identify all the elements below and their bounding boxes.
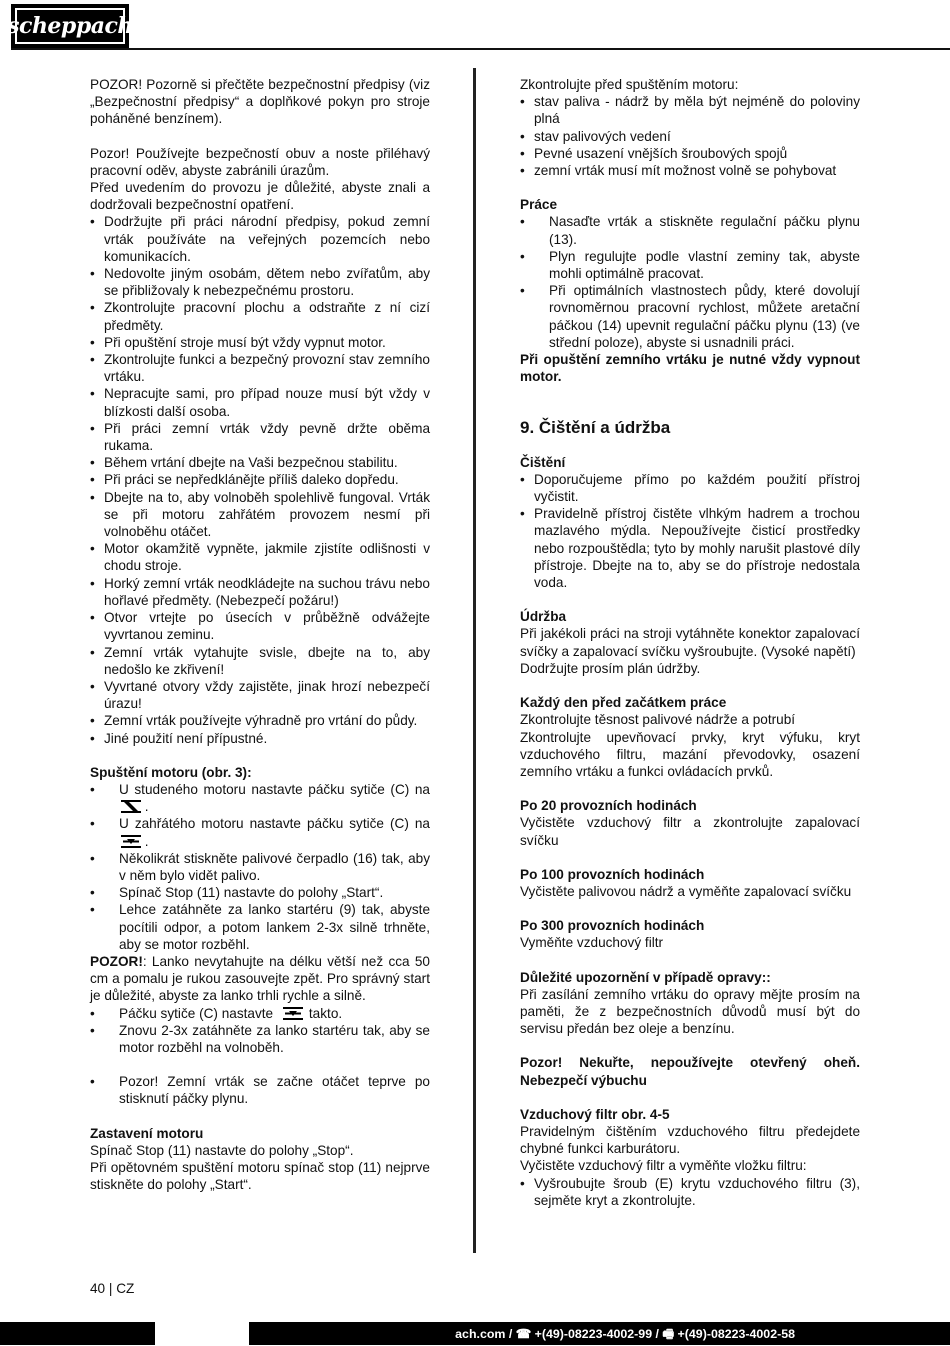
restart-paragraph: Při opětovném spuštění motoru spínač stop (11) nejprve stiskněte do polohy „Start“. (90, 1159, 430, 1193)
warm-start-text: U zahřátého motoru nastavte páčku sytiče (C) na (119, 816, 430, 832)
list-item: • Během vrtání dbejte na Vaši bezpečnou stabilitu. (90, 454, 430, 471)
stop-paragraph: Spínač Stop (11) nastavte do polohy „Stop“. (90, 1142, 354, 1158)
list-item: • Znovu 2-3x zatáhněte za lanko startéru tak, aby se motor rozběhl na volnoběh. (90, 1022, 430, 1056)
right-column (520, 76, 860, 1209)
list-item (90, 1005, 430, 1022)
interval-20-heading: Po 20 provozních hodinách (520, 798, 697, 814)
logo-text: scheppach (7, 13, 133, 39)
list-item: • Pravidelně přístroj čistěte vlhkým hadrem a trochou mazlavého mýdla. Nepoužívejte čisticí prostředky nebo rozpouštědla; tyto by mohly narušit plastové díly přístroje. Dbejte na to, aby se do přístroje nedostala voda. (520, 505, 860, 591)
interval-100-heading: Po 100 provozních hodinách (520, 866, 705, 882)
list-item: • Motor okamžitě vypněte, jakmile zjistíte odlišnosti v chodu stroje. (90, 540, 430, 574)
left-column (90, 76, 430, 1193)
pozor-label: POZOR! (90, 953, 143, 969)
choke-closed-icon (121, 800, 141, 813)
air-filter-list (520, 1175, 860, 1209)
list-item: • Vyvrtané otvory vždy zajistěte, jinak hrozí nebezpečí úrazu! (90, 678, 430, 712)
safety-shoes-paragraph: Pozor! Používejte bezpečností obuv a noste přiléhavý pracovní oděv, abyste zabránili úrazům. (90, 145, 430, 178)
interval-100-text: Vyčistěte palivovou nádrž a vyměňte zapalovací svíčku (520, 883, 852, 899)
list-item: • Doporučujeme přímo po každém použití přístroj vyčistit. (520, 471, 860, 505)
repair-heading: Důležité upozornění v případě opravy:: (520, 969, 771, 985)
list-item: • Při opuštění stroje musí být vždy vypnut motor. (90, 334, 430, 351)
list-item: • Spínač Stop (11) nastavte do polohy „Start“. (90, 884, 430, 901)
interval-20-text: Vyčistěte vzduchový filtr a zkontrolujte zapalovací svíčku (520, 815, 860, 848)
list-item: • Několikrát stiskněte palivové čerpadlo (16) tak, aby v něm bylo vidět palivo. (90, 850, 430, 884)
interval-300-text: Vyměňte vzduchový filtr (520, 935, 664, 951)
page-number: 40 | CZ (90, 1281, 135, 1296)
choke-open-icon (121, 835, 141, 848)
air-filter-text-1: Pravidelným čištěním vzduchového filtru předejdete chybné funkci karburátoru. (520, 1123, 860, 1157)
list-item: • Pevné usazení vnějších šroubových spojů (520, 145, 860, 162)
safety-list (90, 213, 430, 746)
choke-text-end: takto. (308, 1005, 343, 1021)
list-item: • Pozor! Zemní vrták se začne otáčet teprve po stisknutí páčky plynu. (90, 1073, 430, 1107)
list-item: • Vyšroubujte šroub (E) krytu vzduchového filtru (3), sejměte kryt a zkontrolujte. (520, 1175, 860, 1209)
pozor-paragraph (90, 953, 430, 1005)
list-item: • stav paliva - nádrž by měla být nejméně do poloviny plná (520, 93, 860, 127)
daily-check-1: Zkontrolujte těsnost palivové nádrže a potrubí (520, 712, 796, 728)
list-item: • Při práci zemní vrták vždy pevně držte oběma rukama. (90, 420, 430, 454)
cleaning-heading: Čištění (520, 454, 566, 470)
brand-logo (7, 4, 133, 48)
choke-open-icon (283, 1007, 303, 1020)
list-item: • U studeného motoru nastavte páčku sytiče (C) na . (90, 781, 430, 815)
footer-gap (155, 1322, 249, 1345)
check-list (520, 93, 860, 179)
repair-text: Při zasílání zemního vrtáku do opravy mějte prosím na paměti, že z bezpečnostních důvodů musí být do servisu předán bez oleje a benzínu. (520, 986, 860, 1037)
work-warning: Při opuštění zemního vrtáku je nutné vždy vypnout motor. (520, 352, 860, 385)
section-heading: 9. Čištění a údržba (520, 418, 671, 438)
cold-start-text: U studeného motoru nastavte páčku sytiče (C) na (119, 781, 430, 797)
column-divider (473, 68, 476, 1253)
fire-warning: Pozor! Nekuřte, nepoužívejte otevřený oheň. Nebezpečí výbuchu (520, 1055, 860, 1088)
stop-heading: Zastavení motoru (90, 1125, 204, 1141)
cleaning-list (520, 471, 860, 591)
maintenance-plan: Dodržujte prosím plán údržby. (520, 660, 701, 676)
list-item: • Zemní vrták vytahujte svisle, dbejte na to, aby nedošlo ke zkřivení! (90, 644, 430, 678)
list-item: • Nasaďte vrták a stiskněte regulační páčku plynu (13). (520, 213, 860, 247)
list-item: • Lehce zatáhněte za lanko startéru (9) tak, abyste pocítili odpor, a potom lankem 2-3x silně trhněte, aby se motor rozběhl. (90, 901, 430, 953)
pozor-text: : Lanko nevytahujte na délku větší než cca 50 cm a pomalu je rukou zasouvejte zpět. Pro správný start je důležité, abyste za lanko trhli rychle a silně. (90, 953, 430, 1004)
list-item: • Jiné použití není přípustné. (90, 730, 430, 747)
engine-start-list (90, 781, 430, 953)
list-item: • stav palivových vedení (520, 128, 860, 145)
interval-300-heading: Po 300 provozních hodinách (520, 918, 705, 934)
engine-start-heading: Spuštění motoru (obr. 3): (90, 764, 252, 780)
air-filter-heading: Vzduchový filtr obr. 4-5 (520, 1106, 670, 1122)
list-item: • Při práci se nepředklánějte příliš daleko dopředu. (90, 471, 430, 488)
header-rule (11, 48, 950, 50)
check-intro: Zkontrolujte před spuštěním motoru: (520, 77, 739, 92)
list-item: • Zemní vrták používejte výhradně pro vrtání do půdy. (90, 712, 430, 729)
daily-heading: Každý den před začátkem práce (520, 695, 727, 711)
list-item: • Otvor vrtejte po úsecích v průběžně odvážejte vyvrtanou zeminu. (90, 609, 430, 643)
pozor-list (90, 1073, 430, 1107)
list-item: • Horký zemní vrták neodkládejte na suchou trávu nebo hořlavé předměty. (Nebezpečí požáru!) (90, 575, 430, 609)
daily-check-2: Zkontrolujte upevňovací prvky, kryt výfuku, kryt vzduchového filtru, mazání převodovky, osazení zemního vrtáku a funkci ovládacích prvků. (520, 729, 860, 779)
list-item: • U zahřátého motoru nastavte páčku sytiče (C) na . (90, 815, 430, 849)
list-item: • Nepracujte sami, pro případ nouze musí být vždy v blízkosti další osoba. (90, 385, 430, 419)
safety-intro-paragraph: Před uvedením do provozu je důležité, abyste znali a dodržovali bezpečnostní opatření. (90, 180, 430, 213)
choke-text: Páčku sytiče (C) nastavte (119, 1005, 274, 1021)
list-item: • Zkontrolujte funkci a bezpečný provozní stav zemního vrtáku. (90, 351, 430, 385)
list-item: • Dbejte na to, aby volnoběh spolehlivě fungoval. Vrták se při motoru zahřátém provozem nesmí při volnoběhu otáčet. (90, 489, 430, 541)
work-list (520, 213, 860, 351)
logo-frame (7, 8, 133, 44)
maintenance-paragraph: Při jakékoli práci na stroji vytáhněte konektor zapalovací svíčky a zapalovací svíčku vyšroubujte. (Vysoké napětí) (520, 626, 860, 659)
air-filter-text-2: Vyčistěte vzduchový filtr a vyměňte vložku filtru: (520, 1158, 807, 1174)
list-item: • Dodržujte při práci národní předpisy, pokud zemní vrták používáte na veřejných pozemcích nebo komunikacích. (90, 213, 430, 265)
maintenance-heading: Údržba (520, 609, 567, 625)
warning-paragraph: POZOR! Pozorně si přečtěte bezpečnostní předpisy (viz „Bezpečnostní předpisy“ a doplňkové pokyn pro stroje poháněné benzínem). (90, 77, 430, 127)
choke-list (90, 1005, 430, 1057)
list-item: • Při optimálních vlastnostech půdy, které dovolují rovnoměrnou pracovní rychlost, můžete aretační páčkou (14) upevnit regulační páčku plynu (13) (ve střední poloze), abyste si usnadnili práci. (520, 282, 860, 351)
list-item: • Plyn regulujte podle vlastní zeminy tak, abyste mohli optimálně pracovat. (520, 248, 860, 282)
work-heading: Práce (520, 197, 558, 213)
list-item: • Zkontrolujte pracovní plochu a odstraňte z ní cizí předměty. (90, 299, 430, 333)
list-item: • Nedovolte jiným osobám, dětem nebo zvířatům, aby se přibližovaly k nebezpečnému prostoru. (90, 265, 430, 299)
footer-contact: ach.com / ☎ +(49)-08223-4002-99 / 🖷 +(49)-08223-4002-58 (455, 1327, 795, 1341)
list-item: • zemní vrták musí mít možnost volně se pohybovat (520, 162, 860, 179)
